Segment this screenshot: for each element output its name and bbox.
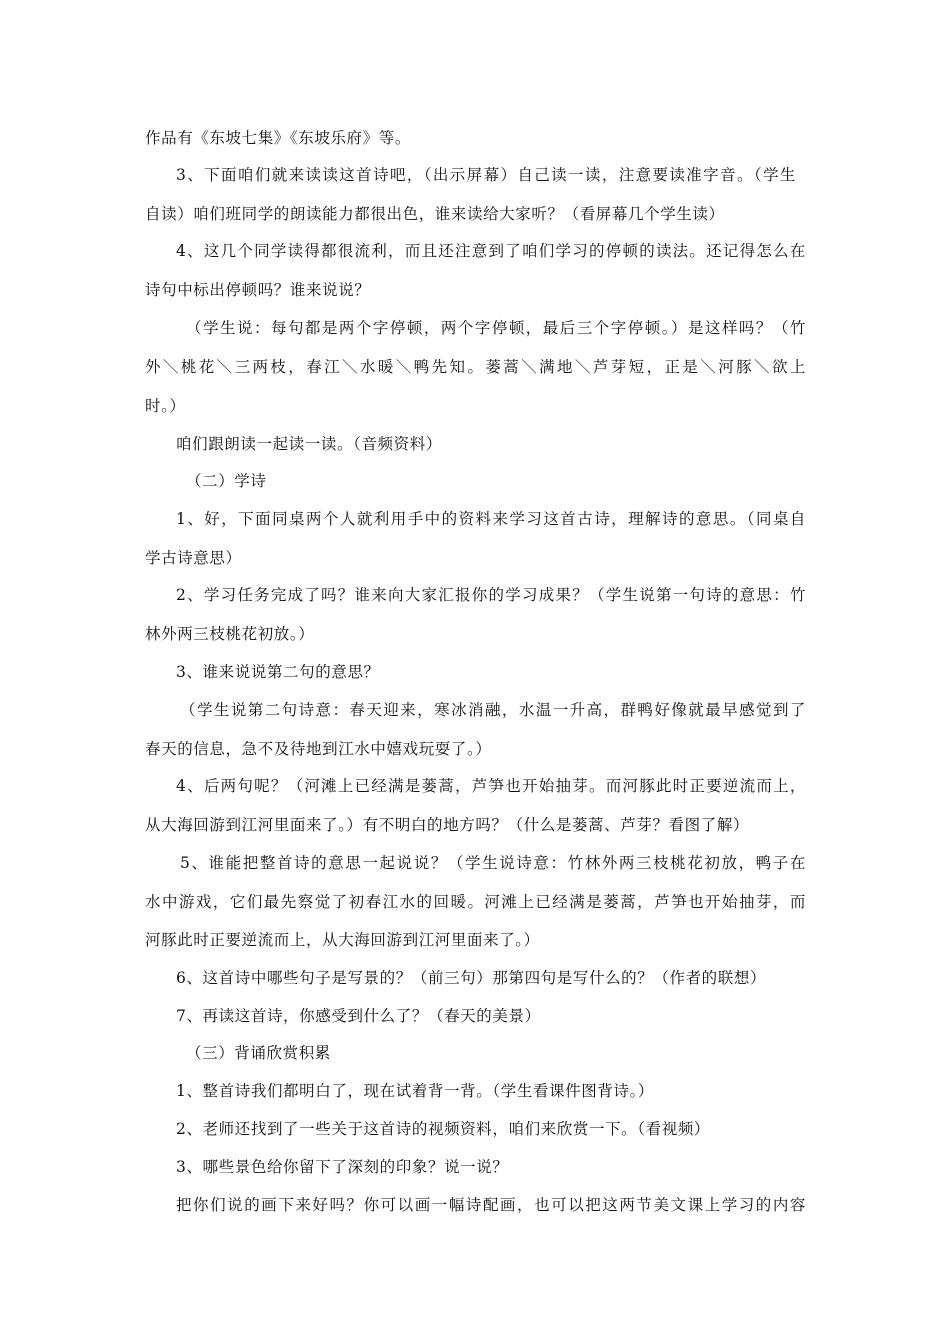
text-line: 3、哪些景色给你留下了深刻的印象？说一说？	[176, 1158, 509, 1176]
text-line: 3、谁来说说第二句的意思？	[176, 663, 380, 681]
text-line: 2、学习任务完成了吗？谁来向大家汇报你的学习成果？（学生说第一句诗的意思：竹	[176, 586, 806, 604]
text-line: 4、这几个同学读得都很流利，而且还注意到了咱们学习的停顿的读法。还记得怎么在	[176, 242, 806, 260]
text-line: 2、老师还找到了一些关于这首诗的视频资料，咱们来欣赏一下。（看视频）	[176, 1120, 711, 1138]
text-line: 春天的信息，急不及待地到江水中嬉戏玩耍了。）	[145, 740, 492, 758]
text-line: 诗句中标出停顿吗？谁来说说？	[145, 281, 371, 299]
text-line: 6、这首诗中哪些句子是写景的？（前三句）那第四句是写什么的？（作者的联想）	[176, 969, 767, 987]
text-line: 把你们说的画下来好吗？你可以画一幅诗配画，也可以把这两节美文课上学习的内容	[176, 1196, 806, 1214]
text-line: 林外两三枝桃花初放。）	[145, 625, 315, 643]
text-line: （学生说第二句诗意：春天迎来，寒冰消融，水温一升高，群鸭好像就最早感觉到了	[180, 701, 806, 719]
text-line: （学生说：每句都是两个字停顿，两个字停顿，最后三个字停顿。）是这样吗？（竹	[186, 319, 806, 337]
text-line: 作品有《东坡七集》《东坡乐府》等。	[145, 129, 411, 147]
text-line: 5、谁能把整首诗的意思一起说说？（学生说诗意：竹林外两三枝桃花初放，鸭子在	[180, 854, 806, 872]
section-heading: （二）学诗	[186, 472, 267, 490]
text-line: 时。）	[145, 397, 186, 415]
text-line: 河豚此时正要逆流而上，从大海回游到江河里面来了。）	[145, 931, 540, 949]
text-line: 学古诗意思）	[145, 549, 242, 567]
text-line: 3、下面咱们就来读读这首诗吧，（出示屏幕）自己读一读，注意要读准字音。（学生	[176, 166, 796, 184]
text-line: 1、好，下面同桌两个人就利用手中的资料来学习这首古诗，理解诗的意思。（同桌自	[176, 510, 806, 528]
text-line: 咱们跟朗读一起读一读。（音频资料）	[176, 435, 442, 453]
text-line: 7、再读这首诗，你感受到什么了？（春天的美景）	[176, 1007, 541, 1025]
section-heading: （三）背诵欣赏积累	[186, 1044, 331, 1062]
text-line: 从大海回游到江河里面来了。）有不明白的地方吗？（什么是蒌蒿、芦芽？看图了解）	[145, 816, 750, 834]
text-line: 4、后两句呢？（河滩上已经满是蒌蒿，芦笋也开始抽芽。而河豚此时正要逆流而上，	[176, 777, 806, 795]
text-line: 自读）咱们班同学的朗读能力都很出色，谁来读给大家听？（看屏幕几个学生读）	[145, 205, 725, 223]
text-line: 水中游戏，它们最先察觉了初春江水的回暖。河滩上已经满是蒌蒿，芦笋也开始抽芽，而	[145, 893, 806, 911]
text-line: 外＼桃花＼三两枝，春江＼水暖＼鸭先知。蒌蒿＼满地＼芦芽短，正是＼河豚＼欲上	[145, 358, 806, 376]
text-line: 1、整首诗我们都明白了，现在试着背一背。（学生看课件图背诗。）	[176, 1082, 654, 1100]
